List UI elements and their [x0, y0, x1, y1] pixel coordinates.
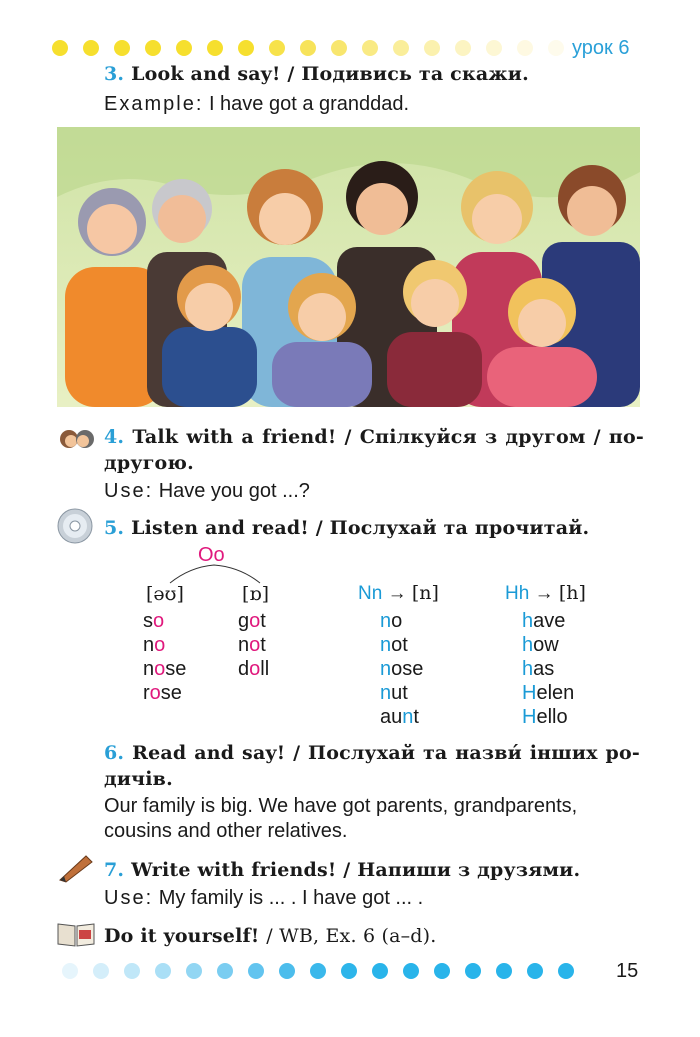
word-item: nose [380, 658, 424, 680]
word-item: got [238, 610, 266, 632]
workbook-icon [56, 920, 96, 948]
ex6-text-line1: Our family is big. We have got parents, grandparents, [104, 795, 578, 817]
word-item: nut [380, 682, 408, 704]
word-item: not [380, 634, 408, 656]
word-item: no [143, 634, 166, 656]
ex5-title: 5. Listen and read! / Послухай та прочитай. [104, 517, 590, 539]
page-number: 15 [616, 960, 639, 982]
word-item: so [143, 610, 165, 632]
pen-icon [56, 852, 96, 884]
hh-header: Hh → [h] [505, 582, 586, 604]
ex7-use: Use: My family is ... . I have got ... . [104, 887, 424, 909]
word-item: rose [143, 682, 182, 704]
ex3-title: 3. Look and say! / Подивись та скажи. [104, 63, 529, 85]
word-item: no [380, 610, 403, 632]
word-item: Hello [522, 706, 568, 728]
oo-letter: Oo [198, 544, 225, 566]
diy-line: Do it yourself! / WB, Ex. 6 (a–d). [104, 925, 437, 947]
ex4-title: 4. Talk with a friend! / Спілкуйся з другом / по- [104, 426, 644, 448]
word-item: not [238, 634, 266, 656]
nn-header: Nn → [n] [358, 582, 439, 604]
word-column-n [380, 609, 423, 729]
oo-split-lines [160, 563, 270, 585]
word-item: have [522, 610, 566, 632]
ex6-text-line2: cousins and other relatives. [104, 820, 348, 842]
ex3-example: Example: I have got a granddad. [104, 93, 410, 115]
phon-ou: [əʊ] [146, 583, 184, 605]
ex6-title-cont: дичів. [104, 768, 173, 790]
word-column-h [522, 609, 574, 729]
phon-o: [ɒ] [242, 583, 269, 605]
word-item: Helen [522, 682, 575, 704]
header-dot-row [52, 40, 579, 56]
word-column-short-o [238, 609, 269, 681]
word-item: aunt [380, 706, 419, 728]
word-item: nose [143, 658, 187, 680]
ex4-use: Use: Have you got ...? [104, 480, 310, 502]
ex7-title: 7. Write with friends! / Напиши з друзями. [104, 859, 581, 881]
cd-audio-icon[interactable] [56, 507, 94, 545]
word-item: doll [238, 658, 270, 680]
ex6-title: 6. Read and say! / Послухай та назви́ інших ро- [104, 742, 640, 764]
talk-icon [57, 428, 97, 450]
ex4-title-cont: другою. [104, 452, 194, 474]
word-item: how [522, 634, 559, 656]
word-column-long-o [143, 609, 186, 705]
word-item: has [522, 658, 555, 680]
family-illustration [57, 127, 640, 407]
footer-dot-row [62, 963, 589, 979]
lesson-label: урок 6 [572, 37, 630, 59]
